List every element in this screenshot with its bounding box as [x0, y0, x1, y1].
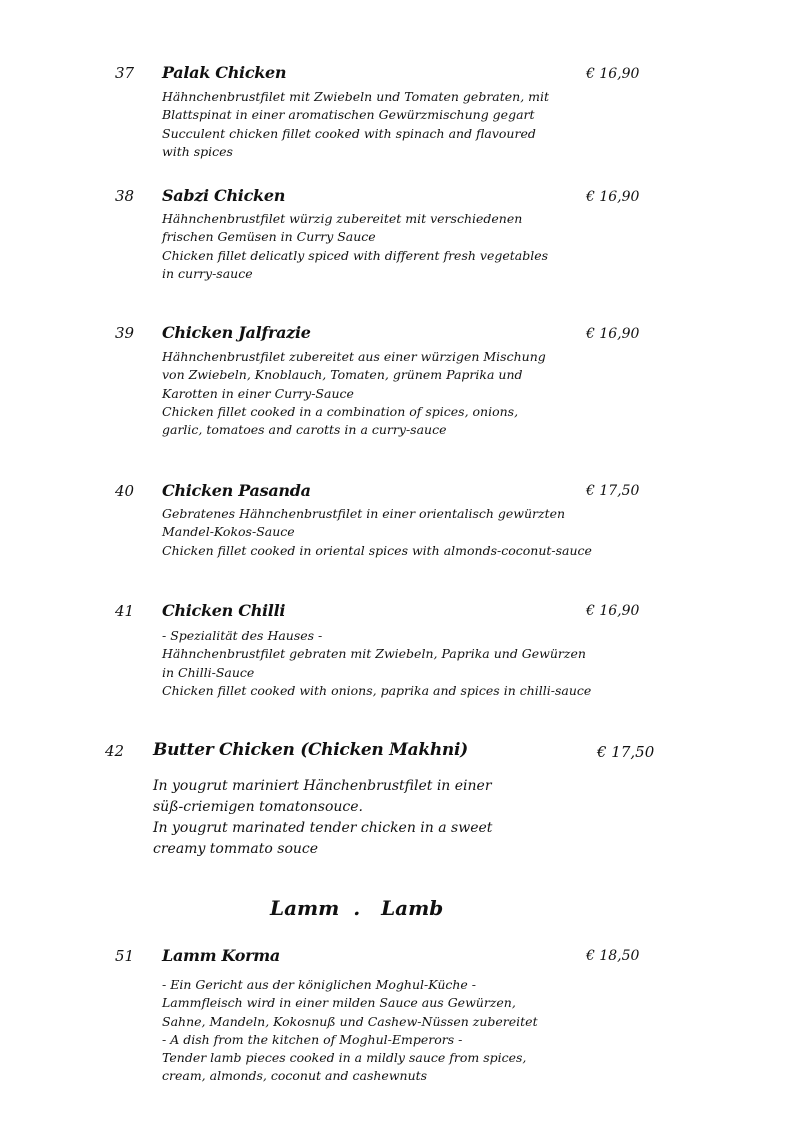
description-line: Chicken fillet cooked with onions, paprika and spices in chilli-sauce — [162, 682, 592, 698]
item-description — [162, 976, 538, 1086]
item-number: 42 — [105, 742, 125, 760]
description-line: creamy tommato souce — [153, 841, 319, 857]
item-description — [162, 210, 548, 283]
item-number: 39 — [115, 324, 135, 342]
description-line: Succulent chicken fillet cooked with spinach and flavoured — [162, 125, 536, 141]
description-line: Gebratenes Hähnchenbrustfilet in einer orientalisch gewürzten — [162, 506, 566, 521]
description-line: süß-criemigen tomatonsouce. — [153, 799, 363, 815]
description-line: in curry-sauce — [162, 265, 253, 281]
description-line: Hähnchenbrustfilet würzig zubereitet mit verschiedenen — [162, 211, 523, 226]
description-line: Chicken fillet cooked in a combination of spices, onions, — [162, 403, 519, 419]
item-title: Chicken Pasanda — [162, 481, 311, 500]
description-line: garlic, tomatoes and carotts in a curry-sauce — [162, 422, 447, 438]
description-line: von Zwiebeln, Knoblauch, Tomaten, grünem Paprika und — [162, 367, 523, 383]
item-price: € 17,50 — [586, 483, 640, 499]
item-number: 40 — [115, 482, 135, 500]
item-title: Palak Chicken — [162, 63, 287, 82]
description-line: Hähnchenbrustfilet mit Zwiebeln und Tomaten gebraten, mit — [162, 89, 550, 104]
item-price: € 16,90 — [586, 603, 640, 619]
item-description — [162, 627, 591, 700]
item-title: Sabzi Chicken — [162, 186, 286, 205]
item-description — [153, 776, 492, 860]
description-line: with spices — [162, 143, 233, 159]
description-line: Blattspinat in einer aromatischen Gewürzmischung gegart — [162, 107, 535, 123]
item-number: 41 — [115, 602, 135, 620]
description-line: Hähnchenbrustfilet zubereitet aus einer würzigen Mischung — [162, 349, 546, 364]
description-line: Karotten in einer Curry-Sauce — [162, 385, 354, 401]
description-line: - Ein Gericht aus der königlichen Moghul-Küche - — [162, 977, 477, 992]
description-line: in Chilli-Sauce — [162, 664, 255, 680]
section-title-lamb: Lamm . Lamb — [270, 896, 444, 920]
description-line: Hähnchenbrustfilet gebraten mit Zwiebeln, Paprika und Gewürzen — [162, 646, 586, 662]
description-line: - A dish from the kitchen of Moghul-Emperors - — [162, 1031, 463, 1047]
item-title: Chicken Chilli — [162, 601, 286, 620]
description-line: - Spezialität des Hauses - — [162, 628, 323, 643]
item-title: Butter Chicken (Chicken Makhni) — [153, 740, 468, 760]
item-description — [162, 88, 549, 161]
item-title: Lamm Korma — [162, 946, 281, 965]
item-price: € 17,50 — [597, 743, 655, 761]
description-line: Lammfleisch wird in einer milden Sauce aus Gewürzen, — [162, 995, 516, 1011]
item-number: 38 — [115, 187, 135, 205]
item-description — [162, 348, 546, 439]
description-line: Sahne, Mandeln, Kokosnuß und Cashew-Nüssen zubereitet — [162, 1013, 538, 1029]
description-line: Chicken fillet cooked in oriental spices with almonds-coconut-sauce — [162, 542, 592, 558]
item-number: 51 — [115, 947, 135, 965]
description-line: cream, almonds, coconut and cashewnuts — [162, 1068, 428, 1084]
description-line: frischen Gemüsen in Curry Sauce — [162, 229, 376, 245]
item-title: Chicken Jalfrazie — [162, 323, 311, 342]
item-number: 37 — [115, 64, 135, 82]
item-description — [162, 505, 592, 560]
item-price: € 16,90 — [586, 66, 640, 82]
item-price: € 16,90 — [586, 326, 640, 342]
description-line: Tender lamb pieces cooked in a mildly sauce from spices, — [162, 1050, 527, 1066]
description-line: Chicken fillet delicatly spiced with different fresh vegetables — [162, 247, 549, 263]
item-price: € 18,50 — [586, 948, 640, 964]
description-line: In yougrut marinated tender chicken in a sweet — [153, 820, 493, 836]
description-line: Mandel-Kokos-Sauce — [162, 524, 295, 540]
item-price: € 16,90 — [586, 189, 640, 205]
description-line: In yougrut mariniert Hänchenbrustfilet in einer — [153, 778, 492, 794]
